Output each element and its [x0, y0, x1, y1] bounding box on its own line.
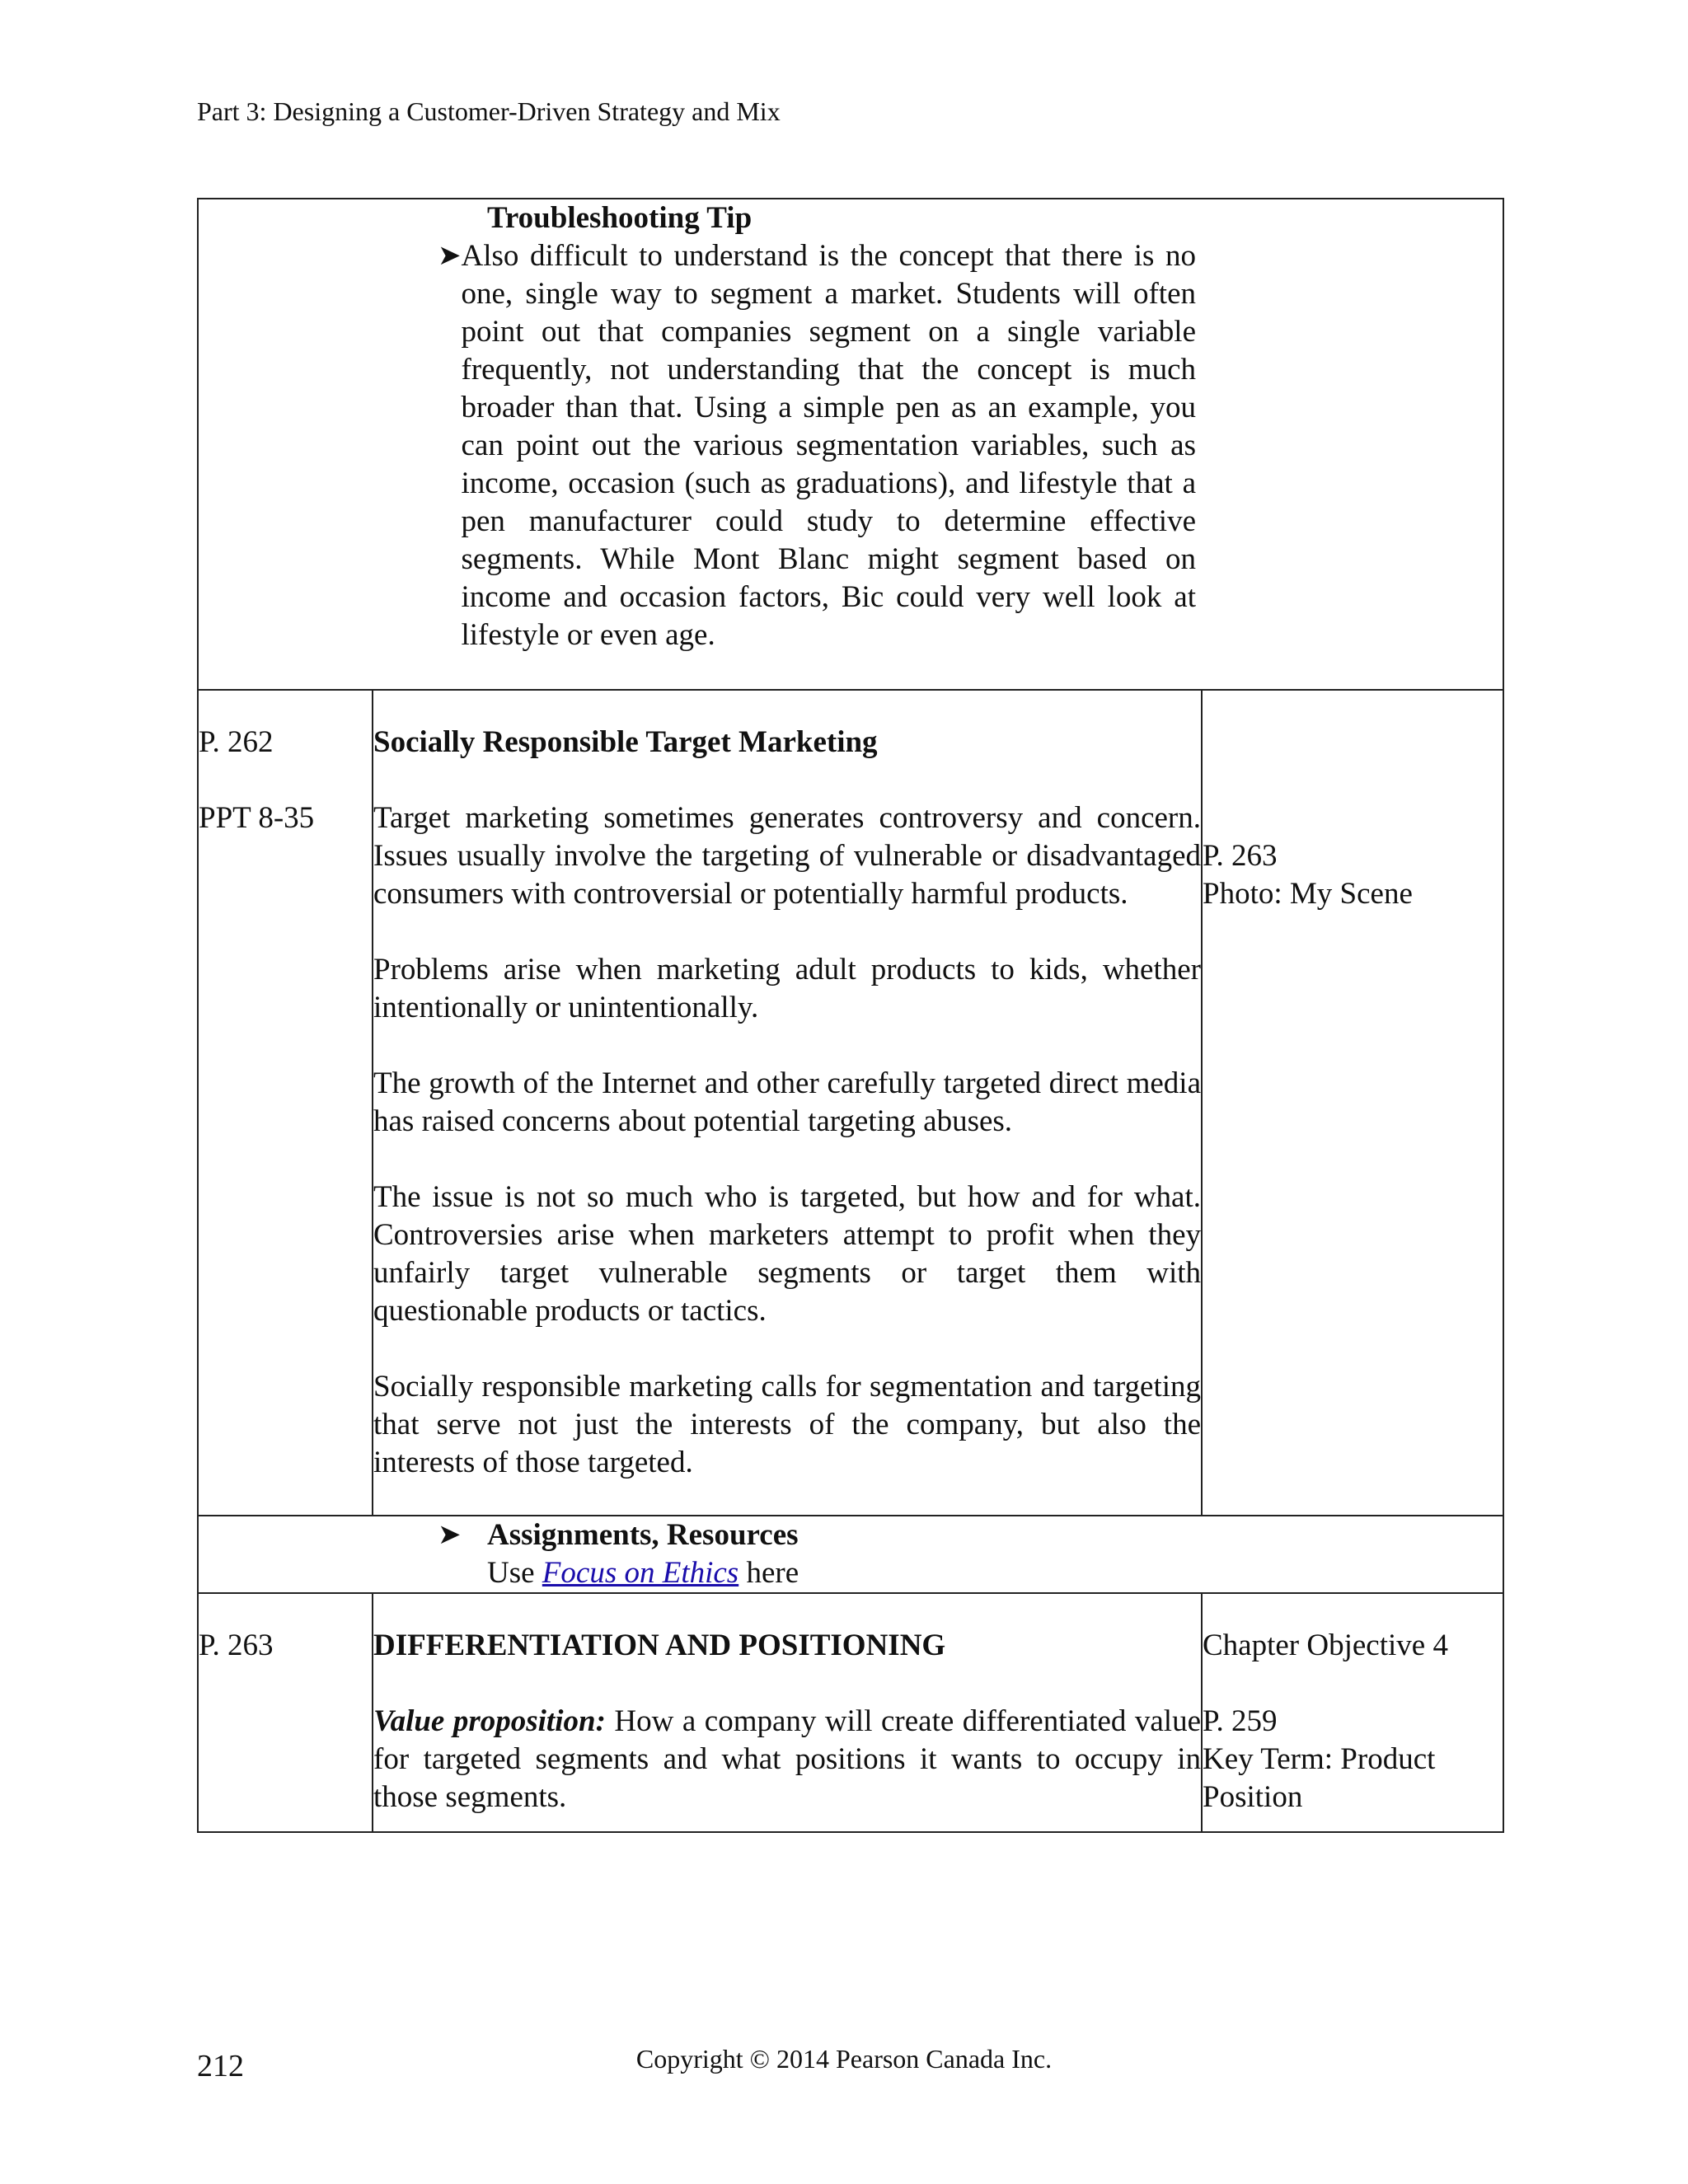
section-heading: Socially Responsible Target Marketing	[373, 725, 878, 759]
tip-row	[198, 199, 1503, 690]
definition-paragraph	[373, 1703, 1201, 1816]
section-heading: DIFFERENTIATION AND POSITIONING	[373, 1629, 946, 1662]
running-header: Part 3: Designing a Customer-Driven Strategy and Mix	[197, 96, 781, 126]
paragraph: Target marketing sometimes generates controversy and concern. Issues usually involve the targeting of vulnerable or disadvantaged consumers with controversial or potentially harmful products.	[373, 801, 1201, 911]
paragraph: Problems arise when marketing adult products to kids, whether intentionally or unintentionally.	[373, 953, 1201, 1024]
arrow-bullet-icon: ➤	[438, 1520, 462, 1550]
assignments-line	[487, 1554, 799, 1592]
paragraph: The issue is not so much who is targeted, but how and for what. Controversies arise when marketers attempt to profit when they unfairly target vulnerable segments or target them with questionable products or tactics.	[373, 1180, 1201, 1328]
side-key-term: Key Term: Product Position	[1203, 1742, 1436, 1814]
arrow-bullet-icon: ➤	[438, 241, 462, 271]
paragraph: Socially responsible marketing calls for segmentation and targeting that serve not just the interests of the company, but also the interests of those targeted.	[373, 1370, 1201, 1479]
paragraph: The growth of the Internet and other carefully targeted direct media has raised concerns about potential targeting abuses.	[373, 1066, 1201, 1138]
side-page-ref: P. 263	[1203, 839, 1278, 873]
copyright-notice: Copyright © 2014 Pearson Canada Inc.	[635, 2044, 1053, 2074]
assignments-row	[198, 1516, 1503, 1593]
section-row-positioning	[198, 1593, 1503, 1832]
side-photo-label: Photo: My Scene	[1203, 877, 1413, 911]
section-row-targeting	[198, 690, 1503, 1516]
assignments-heading: Assignments, Resources	[487, 1518, 799, 1552]
tip-body: Also difficult to understand is the concept that there is no one, single way to segment a market. Students will often point out that companies segment on a single variable frequently, not understanding that the concept is much broader than that. Using a simple pen as an example, you can point out the various segmentation variables, such as income, occasion (such as graduations), and lifestyle that a pen manufacturer could study to determine effective segments. While Mont Blanc might segment based on income and occasion factors, Bic could very well look at lifestyle or even age.	[461, 239, 1196, 652]
page-ref: P. 263	[199, 1629, 274, 1662]
ppt-ref: PPT 8-35	[199, 801, 315, 835]
lecture-table	[197, 198, 1504, 1833]
page-number: 212	[197, 2049, 244, 2083]
side-page-ref: P. 259	[1203, 1704, 1278, 1738]
assignments-prefix: Use	[487, 1556, 535, 1590]
definition-text: How a company will create differentiated value for targeted segments and what positions it wants to occupy in those segments.	[373, 1704, 1201, 1814]
page-ref: P. 262	[199, 725, 274, 759]
tip-heading: Troubleshooting Tip	[487, 201, 753, 235]
chapter-objective: Chapter Objective 4	[1203, 1629, 1448, 1662]
key-term: Value proposition:	[373, 1704, 606, 1738]
assignments-suffix: here	[746, 1556, 799, 1590]
focus-on-ethics-link[interactable]: Focus on Ethics	[542, 1556, 739, 1590]
